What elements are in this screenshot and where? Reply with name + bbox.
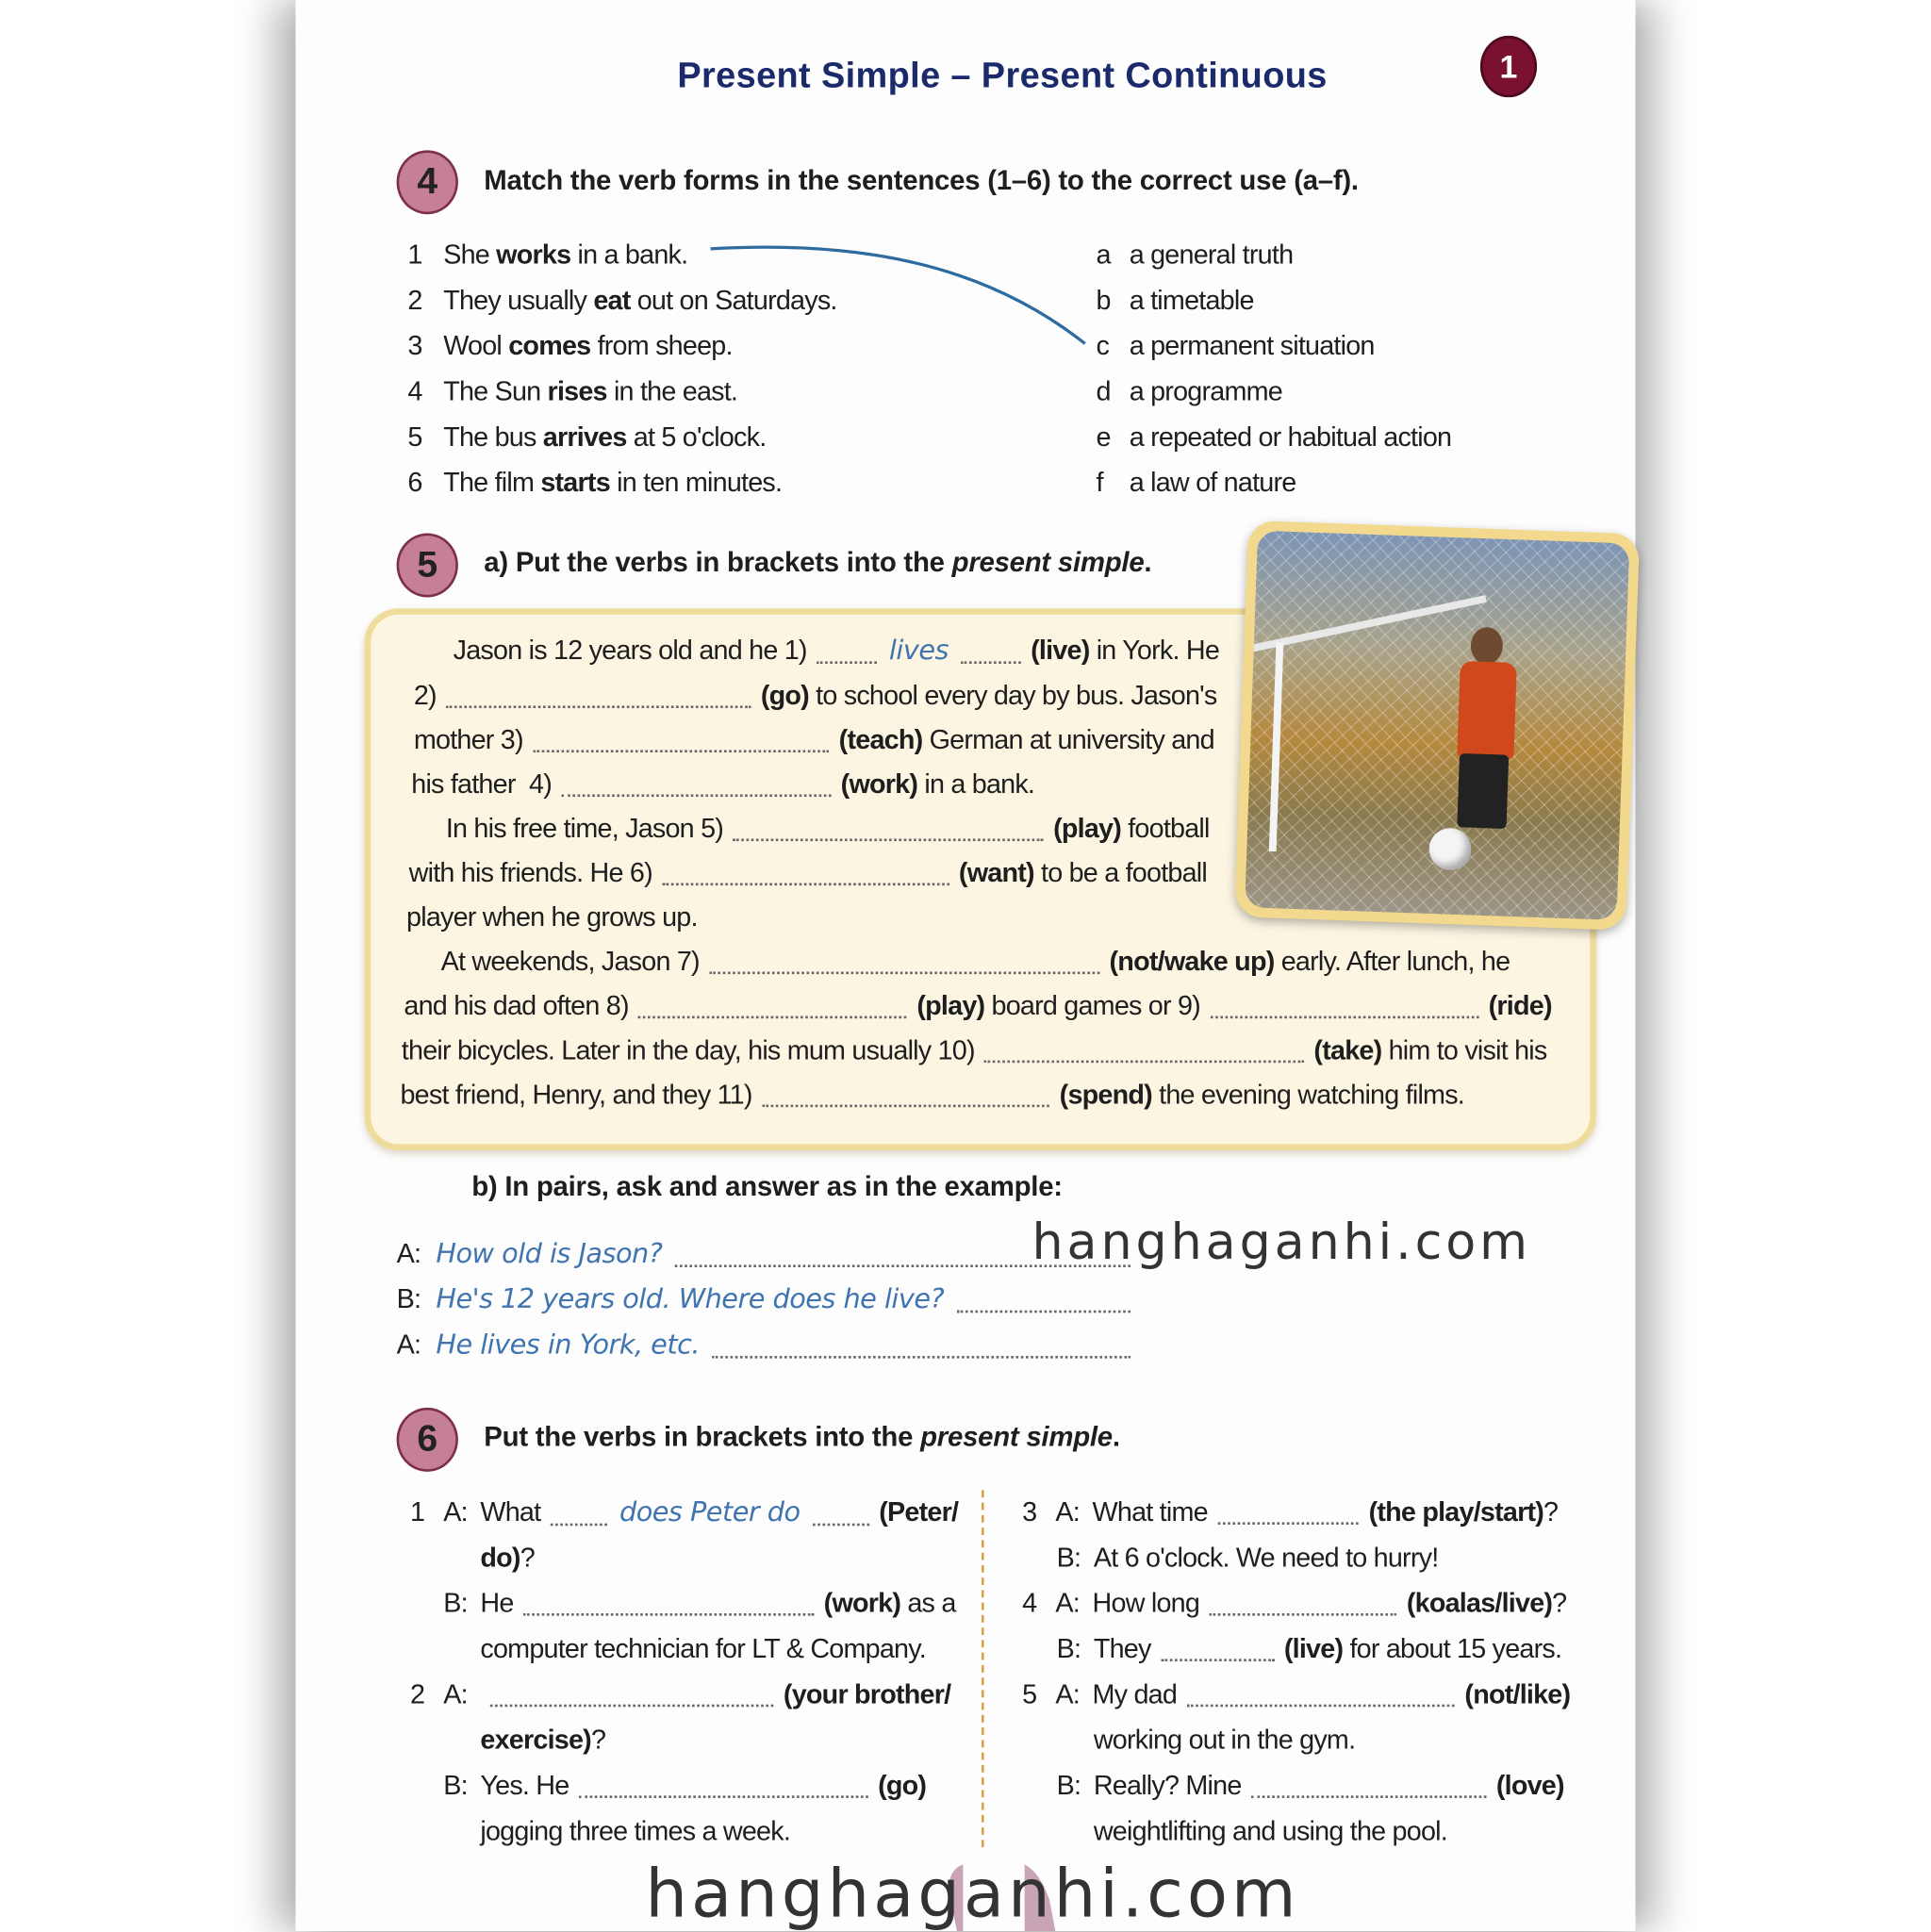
text-line	[414, 723, 1214, 758]
verb-prompt: (not/like)	[1464, 1678, 1571, 1709]
player-shorts	[1457, 753, 1509, 829]
answer-blank[interactable]	[579, 1788, 868, 1797]
line-text: jogging three times a week.	[480, 1815, 791, 1846]
verb-prompt: (spend)	[1059, 1079, 1152, 1110]
verb-prompt: (teach)	[838, 723, 923, 755]
text-line	[1022, 1677, 1570, 1712]
text-line	[397, 1282, 1141, 1318]
line-text: weightlifting and using the pool.	[1093, 1815, 1447, 1846]
exercise-number-5: 5	[397, 534, 458, 598]
verb-prompt: do)	[480, 1542, 520, 1573]
text-line	[443, 1586, 955, 1621]
line-text: working out in the gym.	[1093, 1724, 1356, 1756]
text-line	[1094, 1723, 1355, 1758]
speaker-label: B:	[396, 1282, 421, 1314]
exercise-4-instruction: Match the verb forms in the sentences (1–6) to the correct use (a–f).	[484, 165, 1359, 196]
sentence-number: 5	[407, 421, 422, 453]
text-line	[480, 1541, 535, 1576]
line-text: How long	[1092, 1587, 1200, 1619]
line-text: him to visit his	[1381, 1034, 1547, 1065]
speaker-label: A:	[1055, 1587, 1080, 1619]
text-line	[410, 1495, 958, 1531]
handwritten-answer: lives	[888, 635, 949, 667]
instruction-text: a) Put the verbs in brackets into the	[484, 546, 952, 578]
sentence-number: 3	[407, 330, 422, 361]
use-text: a general truth	[1129, 239, 1294, 271]
exercise-number-4: 4	[397, 150, 458, 214]
line-text: their bicycles. Later in the day, his mum usually 10)	[401, 1034, 975, 1065]
text-line	[406, 900, 698, 935]
item-number: 3	[1022, 1495, 1037, 1527]
sentence-text: She	[443, 239, 497, 271]
speaker-label: A:	[1055, 1495, 1080, 1527]
verb-prompt: (go)	[760, 679, 809, 711]
answer-blank[interactable]	[638, 1009, 907, 1018]
verb-prompt: (ride)	[1488, 990, 1552, 1021]
answer-blank[interactable]	[712, 1348, 1131, 1358]
watermark: hanghaganhi.com	[1032, 1214, 1531, 1271]
speaker-label: A:	[1055, 1678, 1080, 1709]
verb-prompt: (play)	[916, 990, 985, 1021]
sentence-text: They usually	[443, 284, 594, 316]
answer-blank[interactable]	[709, 965, 1099, 974]
line-text: player when he grows up.	[406, 901, 698, 933]
line-text: to be a football	[1033, 857, 1207, 888]
line-text: in York. He	[1089, 634, 1220, 666]
match-line	[0, 0, 1931, 492]
answer-blank[interactable]	[662, 876, 949, 885]
line-text: football	[1121, 813, 1210, 844]
answer-blank[interactable]	[1217, 1515, 1359, 1525]
use-text: a timetable	[1129, 284, 1254, 316]
text-line	[397, 1328, 1141, 1363]
use-letter: a	[1096, 239, 1111, 271]
sentence-number: 4	[407, 375, 422, 407]
sentence-number: 1	[407, 239, 422, 271]
sentence-number: 6	[407, 467, 422, 498]
handwritten-answer: He lives in York, etc.	[436, 1329, 700, 1362]
sentence-text: The film	[443, 467, 541, 498]
use-letter: b	[1096, 284, 1111, 316]
speaker-label: A:	[396, 1329, 421, 1360]
line-text: Jason is 12 years old and he 1)	[453, 634, 807, 666]
line-text: in a bank.	[917, 768, 1035, 800]
text-line	[1094, 1814, 1447, 1849]
use-text: a repeated or habitual action	[1129, 421, 1452, 453]
sentence-text: The bus	[443, 421, 543, 453]
exercise-5b-instruction: b) In pairs, ask and answer as in the example:	[471, 1171, 1063, 1202]
line-text: They	[1093, 1632, 1151, 1664]
line-text: ?	[520, 1542, 535, 1573]
answer-blank[interactable]	[1210, 1606, 1397, 1615]
text-line	[414, 679, 1217, 714]
instruction-emphasis: present simple	[920, 1421, 1113, 1452]
speaker-label: B:	[1056, 1632, 1081, 1664]
line-text: At weekends, Jason 7)	[440, 946, 700, 977]
answer-blank[interactable]	[533, 743, 829, 752]
text-line	[404, 989, 1551, 1024]
item-number: 1	[409, 1495, 425, 1527]
unit-badge: 1	[1480, 36, 1537, 97]
text-line	[402, 1033, 1547, 1068]
text-line	[409, 856, 1207, 891]
line-text: the evening watching films.	[1151, 1079, 1464, 1110]
line-text: 2)	[413, 679, 437, 711]
line-text: for about 15 years.	[1343, 1632, 1562, 1664]
verb-form: comes	[508, 330, 591, 361]
answer-blank[interactable]	[984, 1053, 1304, 1063]
text-line	[454, 633, 1219, 669]
line-text: computer technician for LT & Company.	[480, 1632, 926, 1664]
instruction-text: .	[1144, 546, 1152, 578]
verb-prompt: (take)	[1313, 1034, 1382, 1065]
text-line	[480, 1723, 605, 1758]
text-line	[1057, 1769, 1564, 1804]
answer-blank[interactable]	[961, 653, 1021, 663]
answer-blank[interactable]	[813, 1515, 869, 1525]
line-text: My dad	[1092, 1678, 1178, 1709]
answer-blank[interactable]	[446, 699, 751, 708]
sentence-text: in a bank.	[570, 239, 688, 271]
line-text: best friend, Henry, and they 11)	[400, 1079, 752, 1110]
verb-form: starts	[540, 467, 610, 498]
verb-prompt: (work)	[840, 768, 918, 800]
verb-form: eat	[593, 284, 631, 316]
verb-prompt: (your brother/	[783, 1678, 951, 1709]
answer-blank[interactable]	[817, 653, 877, 663]
answer-blank[interactable]	[523, 1606, 814, 1615]
sentence-text: in the east.	[606, 375, 738, 407]
verb-prompt: (the play/start)	[1368, 1495, 1544, 1527]
verb-form: works	[496, 239, 571, 271]
sentence-text: The Sun	[443, 375, 548, 407]
text-line	[480, 1632, 926, 1667]
line-text: Really? Mine	[1093, 1769, 1242, 1801]
text-line	[480, 1814, 790, 1849]
answer-blank[interactable]	[1161, 1652, 1274, 1661]
use-letter: c	[1096, 330, 1110, 361]
line-text: mother 3)	[413, 723, 523, 755]
exercise-6-instruction	[484, 1420, 1120, 1455]
text-line	[446, 812, 1210, 847]
verb-prompt: (play)	[1053, 813, 1122, 844]
column-divider	[982, 1490, 984, 1847]
line-text: ?	[1552, 1587, 1567, 1619]
line-text: his father 4)	[411, 768, 552, 800]
player-shirt	[1457, 661, 1517, 759]
verb-prompt: (koalas/live)	[1406, 1587, 1553, 1619]
exercise-number-6: 6	[397, 1408, 458, 1472]
use-text: a law of nature	[1129, 467, 1296, 498]
item-number: 2	[409, 1678, 425, 1709]
answer-blank[interactable]	[734, 832, 1044, 841]
line-text: What time	[1092, 1495, 1208, 1527]
answer-blank[interactable]	[490, 1697, 774, 1707]
exercise-5a-instruction	[484, 546, 1151, 581]
speaker-label: A:	[443, 1495, 468, 1527]
text-line	[400, 1078, 1463, 1113]
handwritten-answer: How old is Jason?	[436, 1238, 663, 1270]
answer-blank[interactable]	[956, 1302, 1131, 1312]
text-line	[397, 1236, 1141, 1272]
use-text: a programme	[1129, 375, 1282, 407]
sentence-text: in ten minutes.	[609, 467, 783, 498]
verb-prompt: exercise)	[480, 1724, 591, 1756]
handwritten-answer: He's 12 years old. Where does he live?	[436, 1284, 945, 1315]
line-text: board games or 9)	[984, 990, 1200, 1021]
sentence-text: from sheep.	[590, 330, 733, 361]
answer-blank[interactable]	[762, 1098, 1049, 1107]
watermark: hanghaganhi.com	[645, 1855, 1300, 1932]
verb-prompt: (go)	[878, 1769, 927, 1801]
line-text: What	[480, 1495, 541, 1527]
line-text: early. After lunch, he	[1274, 946, 1510, 977]
item-number: 4	[1022, 1587, 1037, 1619]
verb-prompt: (want)	[958, 857, 1034, 888]
line-text: as a	[900, 1587, 956, 1619]
line-text: German at university and	[922, 723, 1214, 755]
use-letter: f	[1096, 467, 1103, 498]
speaker-label: B:	[443, 1769, 468, 1801]
speaker-label: B:	[443, 1587, 468, 1619]
text-line	[411, 768, 1034, 802]
instruction-emphasis: present simple	[951, 546, 1145, 578]
speaker-label: A:	[443, 1678, 468, 1709]
verb-prompt: (not/wake up)	[1109, 946, 1275, 977]
sentence-text: Wool	[443, 330, 509, 361]
verb-prompt: (live)	[1283, 1632, 1344, 1664]
page-title: Present Simple – Present Continuous	[677, 57, 1328, 96]
speaker-label: B:	[1056, 1769, 1081, 1801]
text-line	[443, 1769, 926, 1804]
answer-blank[interactable]	[561, 787, 831, 797]
text-line	[410, 1677, 950, 1712]
speaker-label: B:	[1056, 1542, 1081, 1573]
text-line	[1022, 1586, 1566, 1621]
football-photo	[1234, 520, 1640, 931]
verb-form: rises	[547, 375, 607, 407]
line-text: In his free time, Jason 5)	[445, 813, 724, 844]
line-text: At 6 o'clock. We need to hurry!	[1093, 1542, 1439, 1573]
answer-blank[interactable]	[1210, 1009, 1478, 1018]
line-text: with his friends. He 6)	[408, 857, 652, 888]
line-text: ?	[1543, 1495, 1559, 1527]
text-line	[1022, 1495, 1558, 1530]
verb-prompt: (work)	[823, 1587, 901, 1619]
use-text: a permanent situation	[1129, 330, 1375, 361]
verb-form: arrives	[542, 421, 627, 453]
line-text: and his dad often 8)	[404, 990, 629, 1021]
verb-prompt: (live)	[1031, 634, 1090, 666]
text-line	[1057, 1632, 1562, 1667]
use-letter: d	[1096, 375, 1111, 407]
answer-blank[interactable]	[1251, 1788, 1486, 1797]
sentence-text: at 5 o'clock.	[626, 421, 767, 453]
handwritten-answer: does Peter do	[619, 1497, 800, 1528]
use-letter: e	[1096, 421, 1111, 453]
line-text: to school every day by bus. Jason's	[808, 679, 1217, 711]
speaker-label: A:	[396, 1237, 421, 1269]
sentence-number: 2	[407, 284, 422, 316]
photo-image	[1245, 531, 1629, 920]
sentence-text: out on Saturdays.	[630, 284, 837, 316]
line-text: ?	[590, 1724, 606, 1756]
instruction-text: .	[1112, 1421, 1120, 1452]
line-text: He	[480, 1587, 514, 1619]
line-text: Yes. He	[480, 1769, 569, 1801]
text-line	[441, 945, 1510, 980]
text-line	[1057, 1541, 1439, 1576]
answer-blank[interactable]	[551, 1515, 607, 1525]
answer-blank[interactable]	[1187, 1697, 1455, 1707]
instruction-text: Put the verbs in brackets into the	[484, 1421, 921, 1452]
verb-prompt: (love)	[1495, 1769, 1564, 1801]
item-number: 5	[1022, 1678, 1037, 1709]
verb-prompt: (Peter/	[879, 1495, 959, 1527]
